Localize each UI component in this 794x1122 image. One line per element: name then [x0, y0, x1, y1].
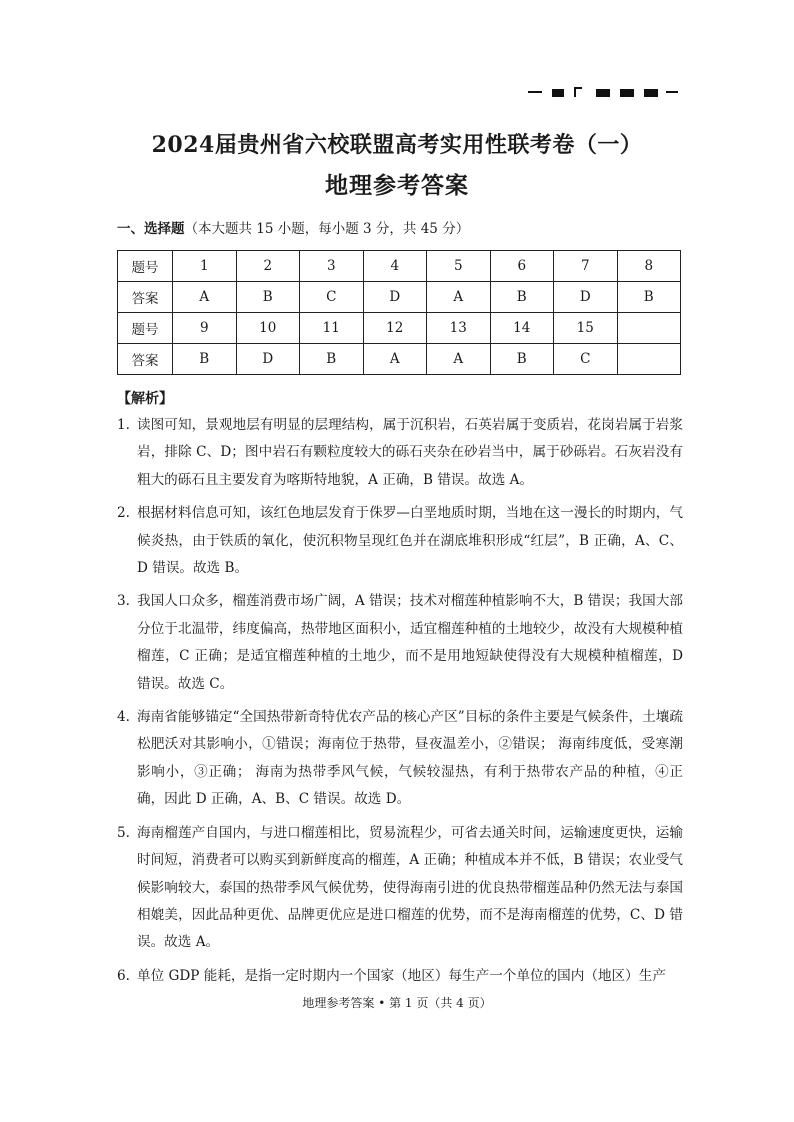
- table-cell: 10: [236, 313, 300, 344]
- table-cell: 3: [300, 251, 364, 282]
- list-item: [117, 500, 683, 582]
- table-cell: B: [300, 344, 364, 375]
- table-cell: C: [554, 344, 618, 375]
- analysis-label: 【解析】: [117, 391, 173, 407]
- item-number: 6.: [117, 967, 130, 984]
- table-cell: A: [173, 282, 237, 313]
- table-cell: 11: [300, 313, 364, 344]
- list-item: [117, 963, 683, 990]
- table-cell: 6: [490, 251, 554, 282]
- table-cell: 13: [427, 313, 491, 344]
- item-number: 1.: [117, 417, 130, 433]
- table-cell: 14: [490, 313, 554, 344]
- list-item: [117, 704, 683, 814]
- table-cell: A: [427, 344, 491, 375]
- analysis-list: [117, 412, 683, 996]
- table-cell: 2: [236, 251, 300, 282]
- section-note: （本大题共 15 小题，每小题 3 分，共 45 分）: [184, 221, 470, 237]
- item-text: 根据材料信息可知，该红色地层发育于侏罗—白垩地质时期，当地在这一漫长的时期内，气候炎热，由于铁质的氧化，使沉积物呈现红色并在湖底堆积形成“红层”，B 正确，A、C、D 错误。故选 B。: [137, 505, 683, 577]
- page-subtitle: 地理参考答案: [325, 172, 469, 199]
- list-item: [117, 820, 683, 957]
- section-heading: [117, 217, 469, 237]
- list-item: [117, 588, 683, 698]
- item-number: 4.: [117, 709, 130, 726]
- item-text: 读图可知，景观地层有明显的层理结构，属于沉积岩，石英岩属于变质岩，花岗岩属于岩浆岩，排除 C、D；图中岩石有颗粒度较大的砾石夹杂在砂岩当中，属于砂砾岩。石灰岩没有粗大的砾石且主要发育为喀斯特地貌，A 正确，B 错误。故选 A。: [137, 417, 683, 488]
- table-cell: 5: [427, 251, 491, 282]
- item-text: 单位 GDP 能耗，是指一定时期内一个国家（地区）每生产一个单位的国内（地区）生产: [137, 967, 666, 984]
- table-cell: B: [490, 282, 554, 313]
- table-cell: 7: [554, 251, 618, 282]
- answer-table: [117, 250, 681, 375]
- table-cell: C: [300, 282, 364, 313]
- table-cell: [617, 344, 681, 375]
- item-text: 海南榴莲产自国内，与进口榴莲相比，贸易流程少，可省去通关时间，运输速度更快，运输时间短，消费者可以购买到新鲜度高的榴莲，A 正确；种植成本并不低，B 错误；农业受气候影响较大，泰国的热带季风气候优势，使得海南引进的优良热带榴莲品种仍然无法与泰国相媲美，因此品种更优、品牌更优应是进口榴莲的优势，而不是海南榴莲的优势，C、D 错误。故选 A。: [137, 824, 683, 951]
- item-text: 我国人口众多，榴莲消费市场广阔，A 错误；技术对榴莲种植影响不大，B 错误；我国大部分位于北温带，纬度偏高，热带地区面积小，适宜榴莲种植的土地较少，故没有大规模种植榴莲，C 正确；是适宜榴莲种植的土地少，而不是用地短缺使得没有大规模种植榴莲，D 错误。故选 C。: [137, 593, 683, 692]
- table-cell: B: [617, 282, 681, 313]
- page-footer: 地理参考答案 • 第 1 页（共 4 页）: [302, 996, 492, 1010]
- table-cell: D: [236, 344, 300, 375]
- item-number: 5.: [117, 824, 130, 841]
- table-row: [118, 282, 681, 313]
- row-label: 答案: [118, 344, 173, 375]
- table-cell: [617, 313, 681, 344]
- table-cell: D: [554, 282, 618, 313]
- table-cell: A: [363, 344, 427, 375]
- header-code-mark: [528, 86, 678, 98]
- table-cell: 8: [617, 251, 681, 282]
- table-row: [118, 313, 681, 344]
- item-number: 2.: [117, 505, 130, 522]
- item-number: 3.: [117, 593, 130, 610]
- row-label: 答案: [118, 282, 173, 313]
- table-cell: A: [427, 282, 491, 313]
- table-cell: 1: [173, 251, 237, 282]
- item-text: 海南省能够锚定“全国热带新奇特优农产品的核心产区”目标的条件主要是气候条件，土壤疏松肥沃对其影响小，①错误；海南位于热带，昼夜温差小，②错误； 海南纬度低，受寒潮影响小，③正确； 海南为热带季风气候，气候较湿热，有利于热带农产品的种植，④正确，因此 D 正确，A、B、C 错误。故选 D。: [137, 709, 683, 808]
- table-row: [118, 344, 681, 375]
- table-cell: B: [173, 344, 237, 375]
- table-cell: B: [236, 282, 300, 313]
- table-cell: 4: [363, 251, 427, 282]
- list-item: [117, 412, 683, 494]
- table-cell: 9: [173, 313, 237, 344]
- table-row: [118, 251, 681, 282]
- row-label: 题号: [118, 251, 173, 282]
- row-label: 题号: [118, 313, 173, 344]
- table-cell: 12: [363, 313, 427, 344]
- table-cell: D: [363, 282, 427, 313]
- section-heading-label: 一、选择题: [117, 221, 185, 237]
- table-cell: 15: [554, 313, 618, 344]
- page-title: 2024届贵州省六校联盟高考实用性联考卷（一）: [151, 132, 643, 158]
- table-cell: B: [490, 344, 554, 375]
